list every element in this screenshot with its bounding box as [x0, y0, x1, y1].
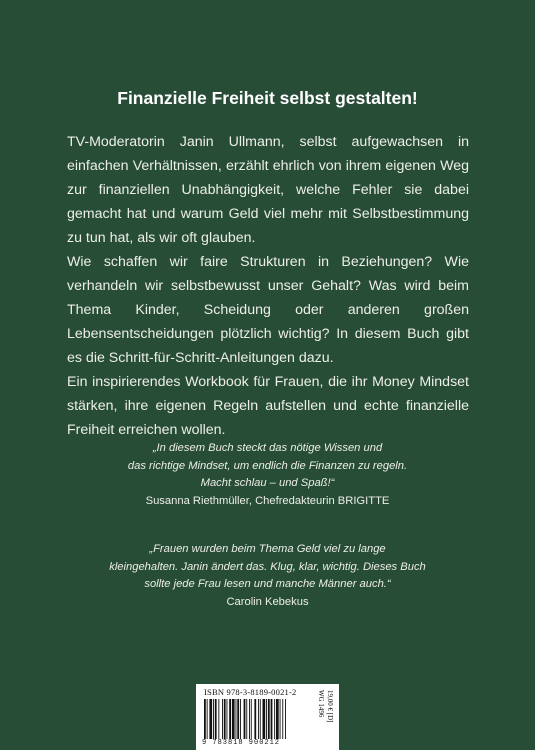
isbn-number: ISBN 978-3-8189-0021-2: [204, 687, 297, 697]
quote-author: Carolin Kebekus: [226, 595, 309, 608]
product-group-label: WG 1496: [317, 690, 325, 718]
blurb-paragraph: TV-Moderatorin Janin Ullmann, selbst aufgewachsen in einfachen Verhältnissen, erzählt ehrlich von ihrem eigenen Weg zur finanziellen Unabhängigkeit, welche Fehler sie dabei gemacht hat und warum Geld viel mehr mit Selbstbestimmung zu tun hat, als wir oft glauben.: [67, 134, 469, 246]
barcode-digits: 9 783818 900212: [202, 739, 281, 747]
quote-line: Macht schlau – und Spaß!“: [200, 477, 335, 489]
barcode-icon: [204, 699, 308, 739]
quote-author: Susanna Riethmüller, Chefredakteurin BRIGITTE: [145, 494, 390, 507]
back-cover-title: Finanzielle Freiheit selbst gestalten!: [117, 88, 418, 108]
price-block: [315, 690, 335, 740]
blurb-text: [67, 130, 469, 442]
quote-line: „In diesem Buch steckt das nötige Wissen und: [152, 442, 383, 454]
quote-line: kleingehalten. Janin ändert das. Klug, klar, wichtig. Dieses Buch: [109, 560, 426, 573]
isbn-barcode-box: [196, 684, 339, 750]
blurb-paragraph: Ein inspirierendes Workbook für Frauen, die ihr Money Mindset stärken, ihre eigenen Regeln aufstellen und echte finanzielle Freiheit erreichen wollen.: [67, 374, 469, 438]
price-label: 19,00 € [D]: [326, 690, 334, 723]
quote-line: das richtige Mindset, um endlich die Finanzen zu regeln.: [127, 459, 408, 472]
quote-line: „Frauen wurden beim Thema Geld viel zu lange: [149, 543, 386, 555]
testimonial-quote: [0, 541, 535, 611]
testimonial-quote: [0, 440, 535, 510]
quote-line: sollte jede Frau lesen und manche Männer auch.“: [144, 578, 391, 590]
blurb-paragraph: Wie schaffen wir faire Strukturen in Beziehungen? Wie verhandeln wir selbstbewusst unser Gehalt? Was wird beim Thema Kinder, Scheidung oder anderen großen Lebensentscheidungen plötzlich wichtig? In diesem Buch gibt es die Schritt-für-Schritt-Anleitungen dazu.: [67, 254, 469, 366]
